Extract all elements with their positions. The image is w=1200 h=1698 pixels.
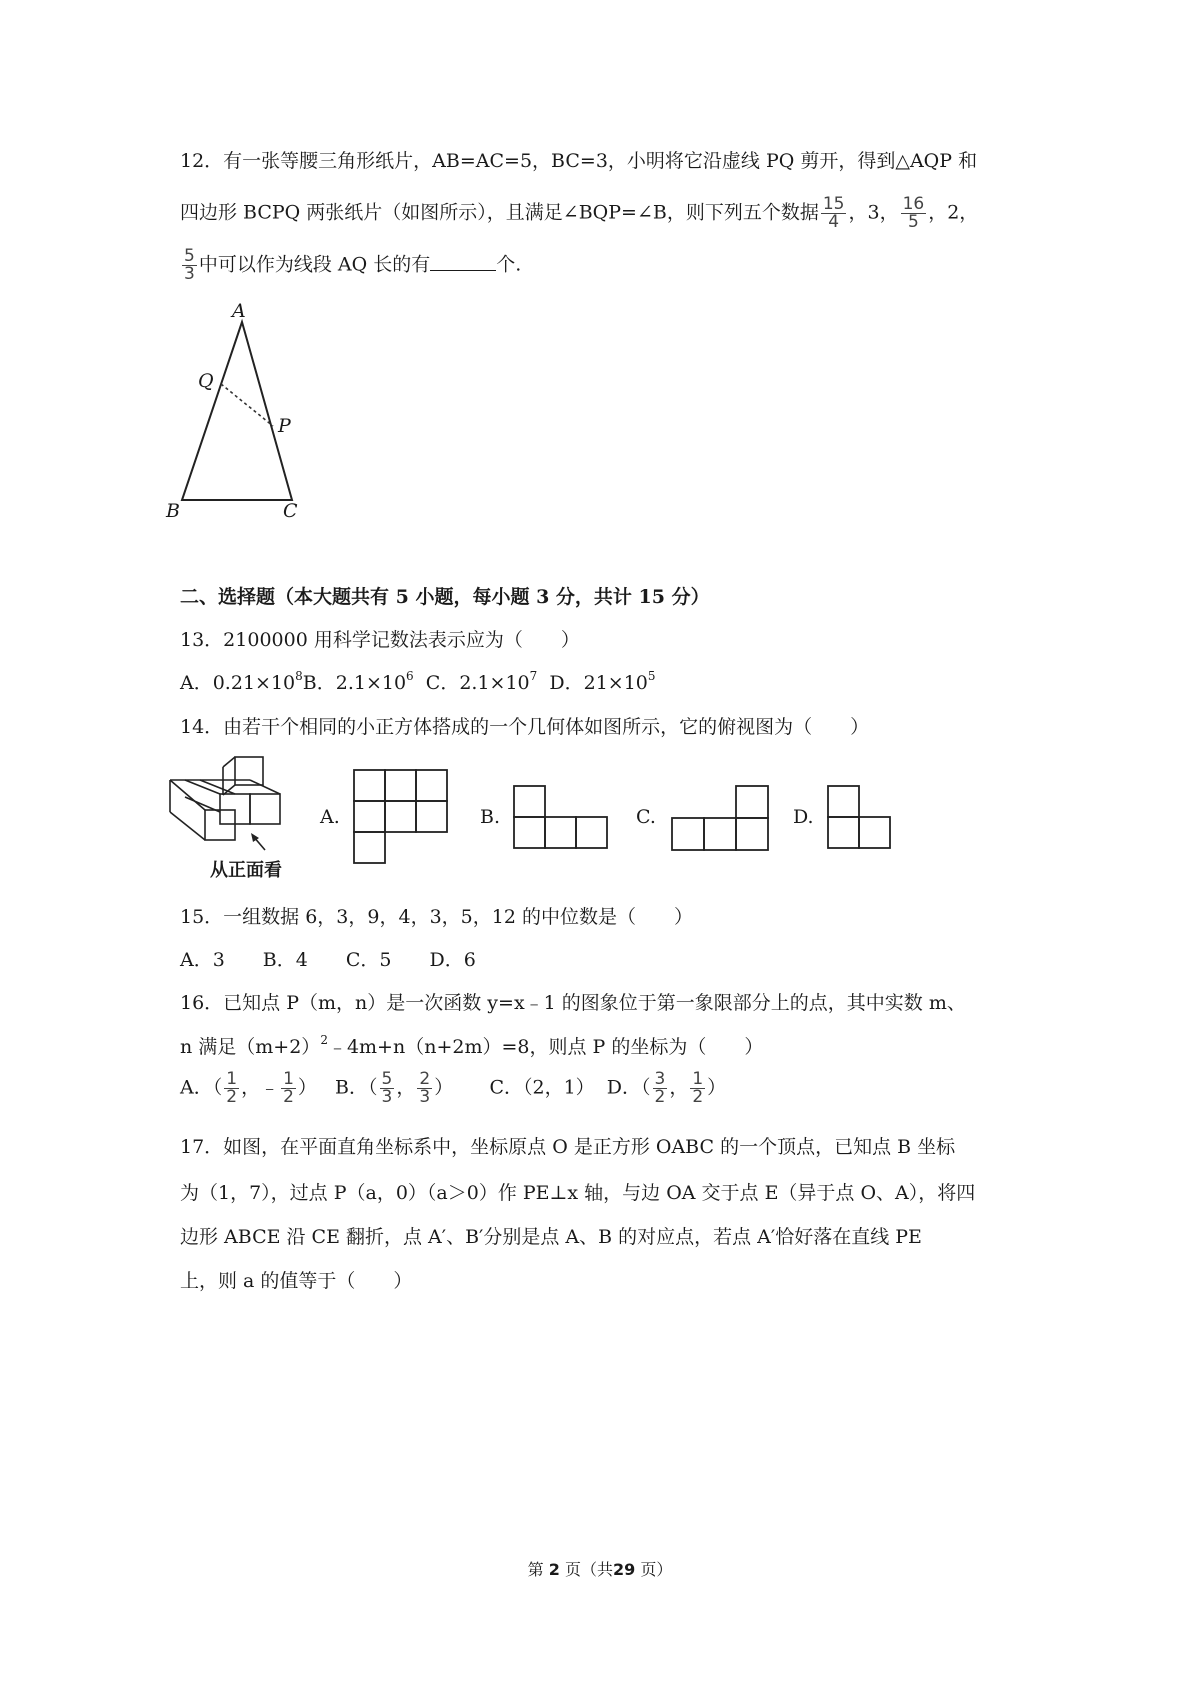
q14-option-b-label: B. (480, 806, 501, 828)
q16-options: A．（ $\frac{1}{2}$ ，﹣ $\frac{1}{2}$ ） B．（ $\frac{5}{3}$ ， $\frac{2}{3}$ ） C．（2，1） D．（ $\frac{3}{2}$ ， $\frac{1}{2}$ ） (180, 1069, 727, 1107)
q14-option-a-grid (352, 768, 452, 868)
label-b: B (166, 500, 180, 522)
triangle-abc (182, 322, 292, 500)
q17-line3: 边形 ABCE 沿 CE 翻折，点 A′、B′分别是点 A、B 的对应点，若点 A′恰好落在直线 PE (180, 1226, 922, 1248)
q13-options: A．$0.21\times 10^8B$．$2.1\times 10^6$ C．$2.1\times 10^7$ D．$21\times 10^5$ (180, 669, 656, 694)
label-a: A (232, 300, 246, 322)
q12-line1: 12．有一张等腰三角形纸片，AB=AC=5，BC=3，小明将它沿虚线 PQ 剪开，得到△AQP 和 (180, 150, 978, 172)
answer-blank (430, 254, 496, 271)
q17-line4: 上，则 a 的值等于（ ） (180, 1270, 413, 1292)
q15-options: A．3 B．4 C．5 D．6 (180, 949, 476, 971)
section-heading: 二、选择题（本大题共有 5 小题，每小题 3 分，共计 15 分） (180, 586, 710, 608)
cube-solid-figure (165, 752, 305, 852)
fraction-16-5: $\frac{16}{5}$ (902, 194, 925, 232)
q14-option-c-grid (670, 784, 774, 854)
q16-line2: n 满足$(m+2)^2﹣4m+n(n+2m)=8$，则点 P 的坐标为（ ） (180, 1033, 764, 1058)
q14-stem: 14．由若干个相同的小正方体搭成的一个几何体如图所示，它的俯视图为（ ） (180, 716, 870, 738)
q16-line1: 16．已知点 P（m，n）是一次函数 y=x﹣1 的图象位于第一象限部分上的点，其中实数 m、 (180, 992, 966, 1014)
q14-option-d-label: D. (793, 806, 814, 828)
fraction-5-3: $\frac{5}{3}$ (184, 246, 195, 284)
q17-line2: 为（1，7），过点 P（a，0）（a＞0）作 PE⊥x 轴，与边 OA 交于点 E（异于点 O、A），将四 (180, 1182, 976, 1204)
fraction-15-4: $\frac{15}{4}$ (822, 194, 845, 232)
label-c: C (283, 500, 298, 522)
page-number: 2 (548, 1560, 560, 1579)
front-view-caption: 从正面看 (210, 860, 282, 881)
q15-stem: 15．一组数据 6，3，9，4，3，5，12 的中位数是（ ） (180, 906, 693, 928)
q12-line3: $\frac{5}{3}$ 中可以作为线段 AQ 长的有 个. (184, 246, 522, 284)
q14-option-a-label: A. (320, 806, 340, 828)
label-q: Q (198, 370, 214, 392)
q14-option-c-label: C. (636, 806, 656, 828)
q14-option-d-grid (826, 784, 896, 854)
page-footer: 第 2 页（共29 页） (527, 1560, 673, 1579)
triangle-figure (170, 300, 340, 530)
page-total: 29 (612, 1560, 636, 1579)
q14-option-b-grid (512, 784, 612, 854)
q17-line1: 17．如图，在平面直角坐标系中，坐标原点 O 是正方形 OABC 的一个顶点，已知点 B 坐标 (180, 1136, 956, 1158)
label-p: P (278, 415, 291, 437)
q12-line2-text: 四边形 BCPQ 两张纸片（如图所示），且满足∠BQP=∠B，则下列五个数据 (180, 201, 819, 224)
q13-stem: 13．2100000 用科学记数法表示应为（ ） (180, 629, 580, 651)
q12-line2: 四边形 BCPQ 两张纸片（如图所示），且满足∠BQP=∠B，则下列五个数据 $\frac{15}{4}$ ，3， $\frac{16}{5}$ ，2， (180, 194, 979, 232)
